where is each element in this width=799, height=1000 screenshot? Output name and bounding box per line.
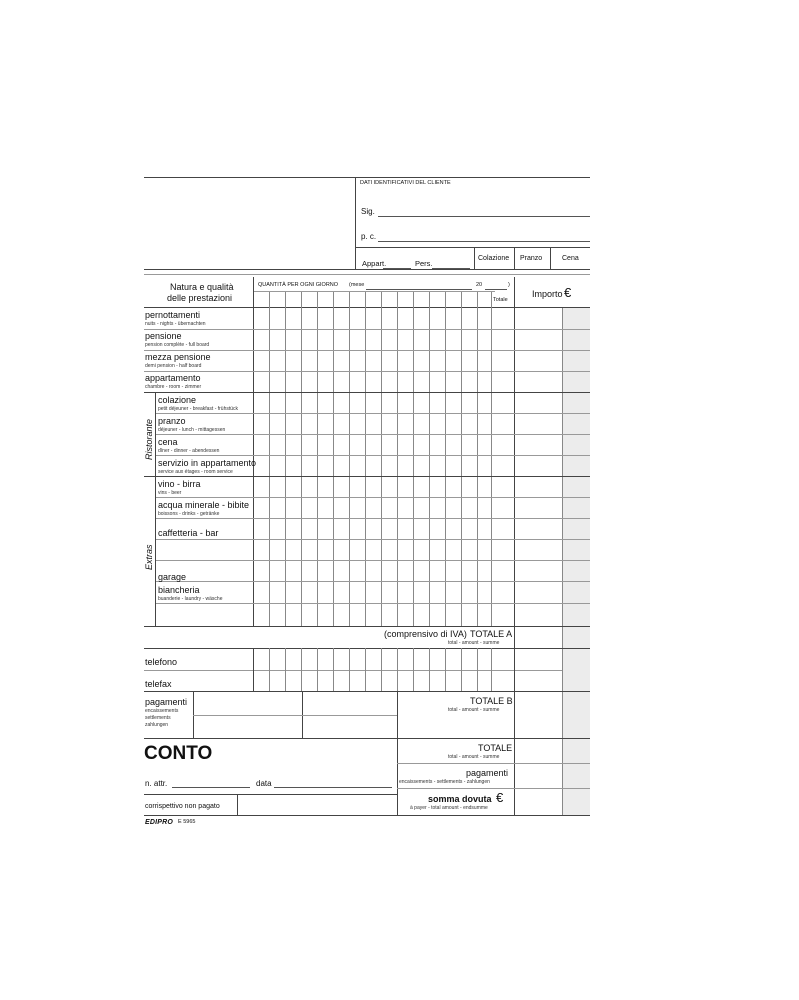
pagamenti-sub-2: settlements [145, 715, 171, 721]
data-field[interactable] [274, 787, 392, 788]
nature-label-2: delle prestazioni [167, 293, 233, 303]
telefax-label: telefax [145, 679, 172, 689]
brand-logo: EDIPRO [145, 819, 174, 826]
n-attr-label: n. attr. [145, 779, 168, 788]
nature-label: Natura e qualità [170, 282, 234, 292]
year-label: 20 [476, 282, 483, 288]
client-data-label: DATI IDENTIFICATIVI DEL CLIENTE [360, 180, 451, 186]
total-column-label: Totale [493, 297, 508, 303]
ristorante-group-label: Ristorante [144, 418, 154, 460]
totale-a-label: TOTALE A [470, 629, 513, 639]
pers-label: Pers. [415, 259, 433, 268]
pagamenti-sub-3: zahlungen [145, 722, 169, 728]
sig-label: Sig. [361, 207, 375, 216]
totale-b-sub: total - amount - summe [448, 707, 500, 713]
totale-label: TOTALE [478, 743, 513, 753]
corrispettivo-label: corrispettivo non pagato [145, 803, 220, 810]
sig-field[interactable] [378, 216, 590, 217]
month-label: (mese [349, 282, 365, 288]
data-label: data [256, 779, 272, 788]
year-close: ) [508, 282, 510, 288]
totale-b-label: TOTALE B [470, 696, 513, 706]
pc-field[interactable] [378, 241, 590, 242]
euro-icon: € [564, 285, 572, 300]
appart-label: Appart. [362, 259, 387, 268]
pagamenti-summary-label: pagamenti [466, 768, 509, 778]
n-attr-field[interactable] [172, 787, 250, 788]
invoice-form: DATI IDENTIFICATIVI DEL CLIENTE Sig. p. c. Appart. Pers. Colazione Pranzo Cena Natura e qualità delle prestazioni QUANTITÀ PER OGNI GIORNO (mese 20 ) Totale Importo € pernottamenti nuits - nights - übernachten pensione pension complète - full board mezza pensione demi pension - half board appartamento chambre - room - zimmer Ristorante colazione petit déjeuner - breakfast - frühstück pranzo déjeuner - lunch - mittagessen cena dîner - dinner - abendessen servizio in appartamento service aux étages - room service Extras vino - birra vins - beer acqua minerale - bibite boissons - drinks - getränke caffetteria - bar garage biancheria buanderie - laundry - wäsche (comprensivo di IVA) TOTALE A total - amount - summe telefono telefax pagamenti encaissements settlements zahlungen TOTALE B total - amount - summe CONTO n. attr. data corrispettivo non pagato TOTALE total - amount - summe pagamenti encaissements - settlements - zahlungen somma dovuta € à payer - total amount - endsumme EDIPRO E 5965 [0, 0, 799, 1000]
telefono-label: telefono [145, 657, 178, 667]
somma-dovuta-label: somma dovuta [428, 794, 492, 804]
meal-cena-label: Cena [562, 255, 579, 262]
pagamenti-sub-1: encaissements [145, 708, 179, 714]
pc-label: p. c. [361, 232, 377, 241]
meal-colazione-label: Colazione [478, 255, 510, 262]
importo-shade [562, 308, 590, 626]
extras-group-label: Extras [144, 544, 154, 570]
somma-dovuta-sub: à payer - total amount - endsumme [410, 805, 488, 811]
form-code: E 5965 [178, 819, 196, 825]
somma-dovuta-euro-icon: € [496, 790, 504, 805]
meal-pranzo-label: Pranzo [520, 255, 543, 262]
importo-label: Importo [532, 289, 563, 299]
conto-title: CONTO [144, 743, 213, 764]
pagamenti-label: pagamenti [145, 697, 188, 707]
totale-sub: total - amount - summe [448, 754, 500, 760]
pagamenti-summary-sub: encaissements - settlements - zahlungen [399, 779, 490, 785]
quantity-label: QUANTITÀ PER OGNI GIORNO [258, 282, 339, 288]
totale-a-sub: total - amount - summe [448, 640, 500, 646]
totale-a-prefix: (comprensivo di IVA) [384, 629, 467, 639]
